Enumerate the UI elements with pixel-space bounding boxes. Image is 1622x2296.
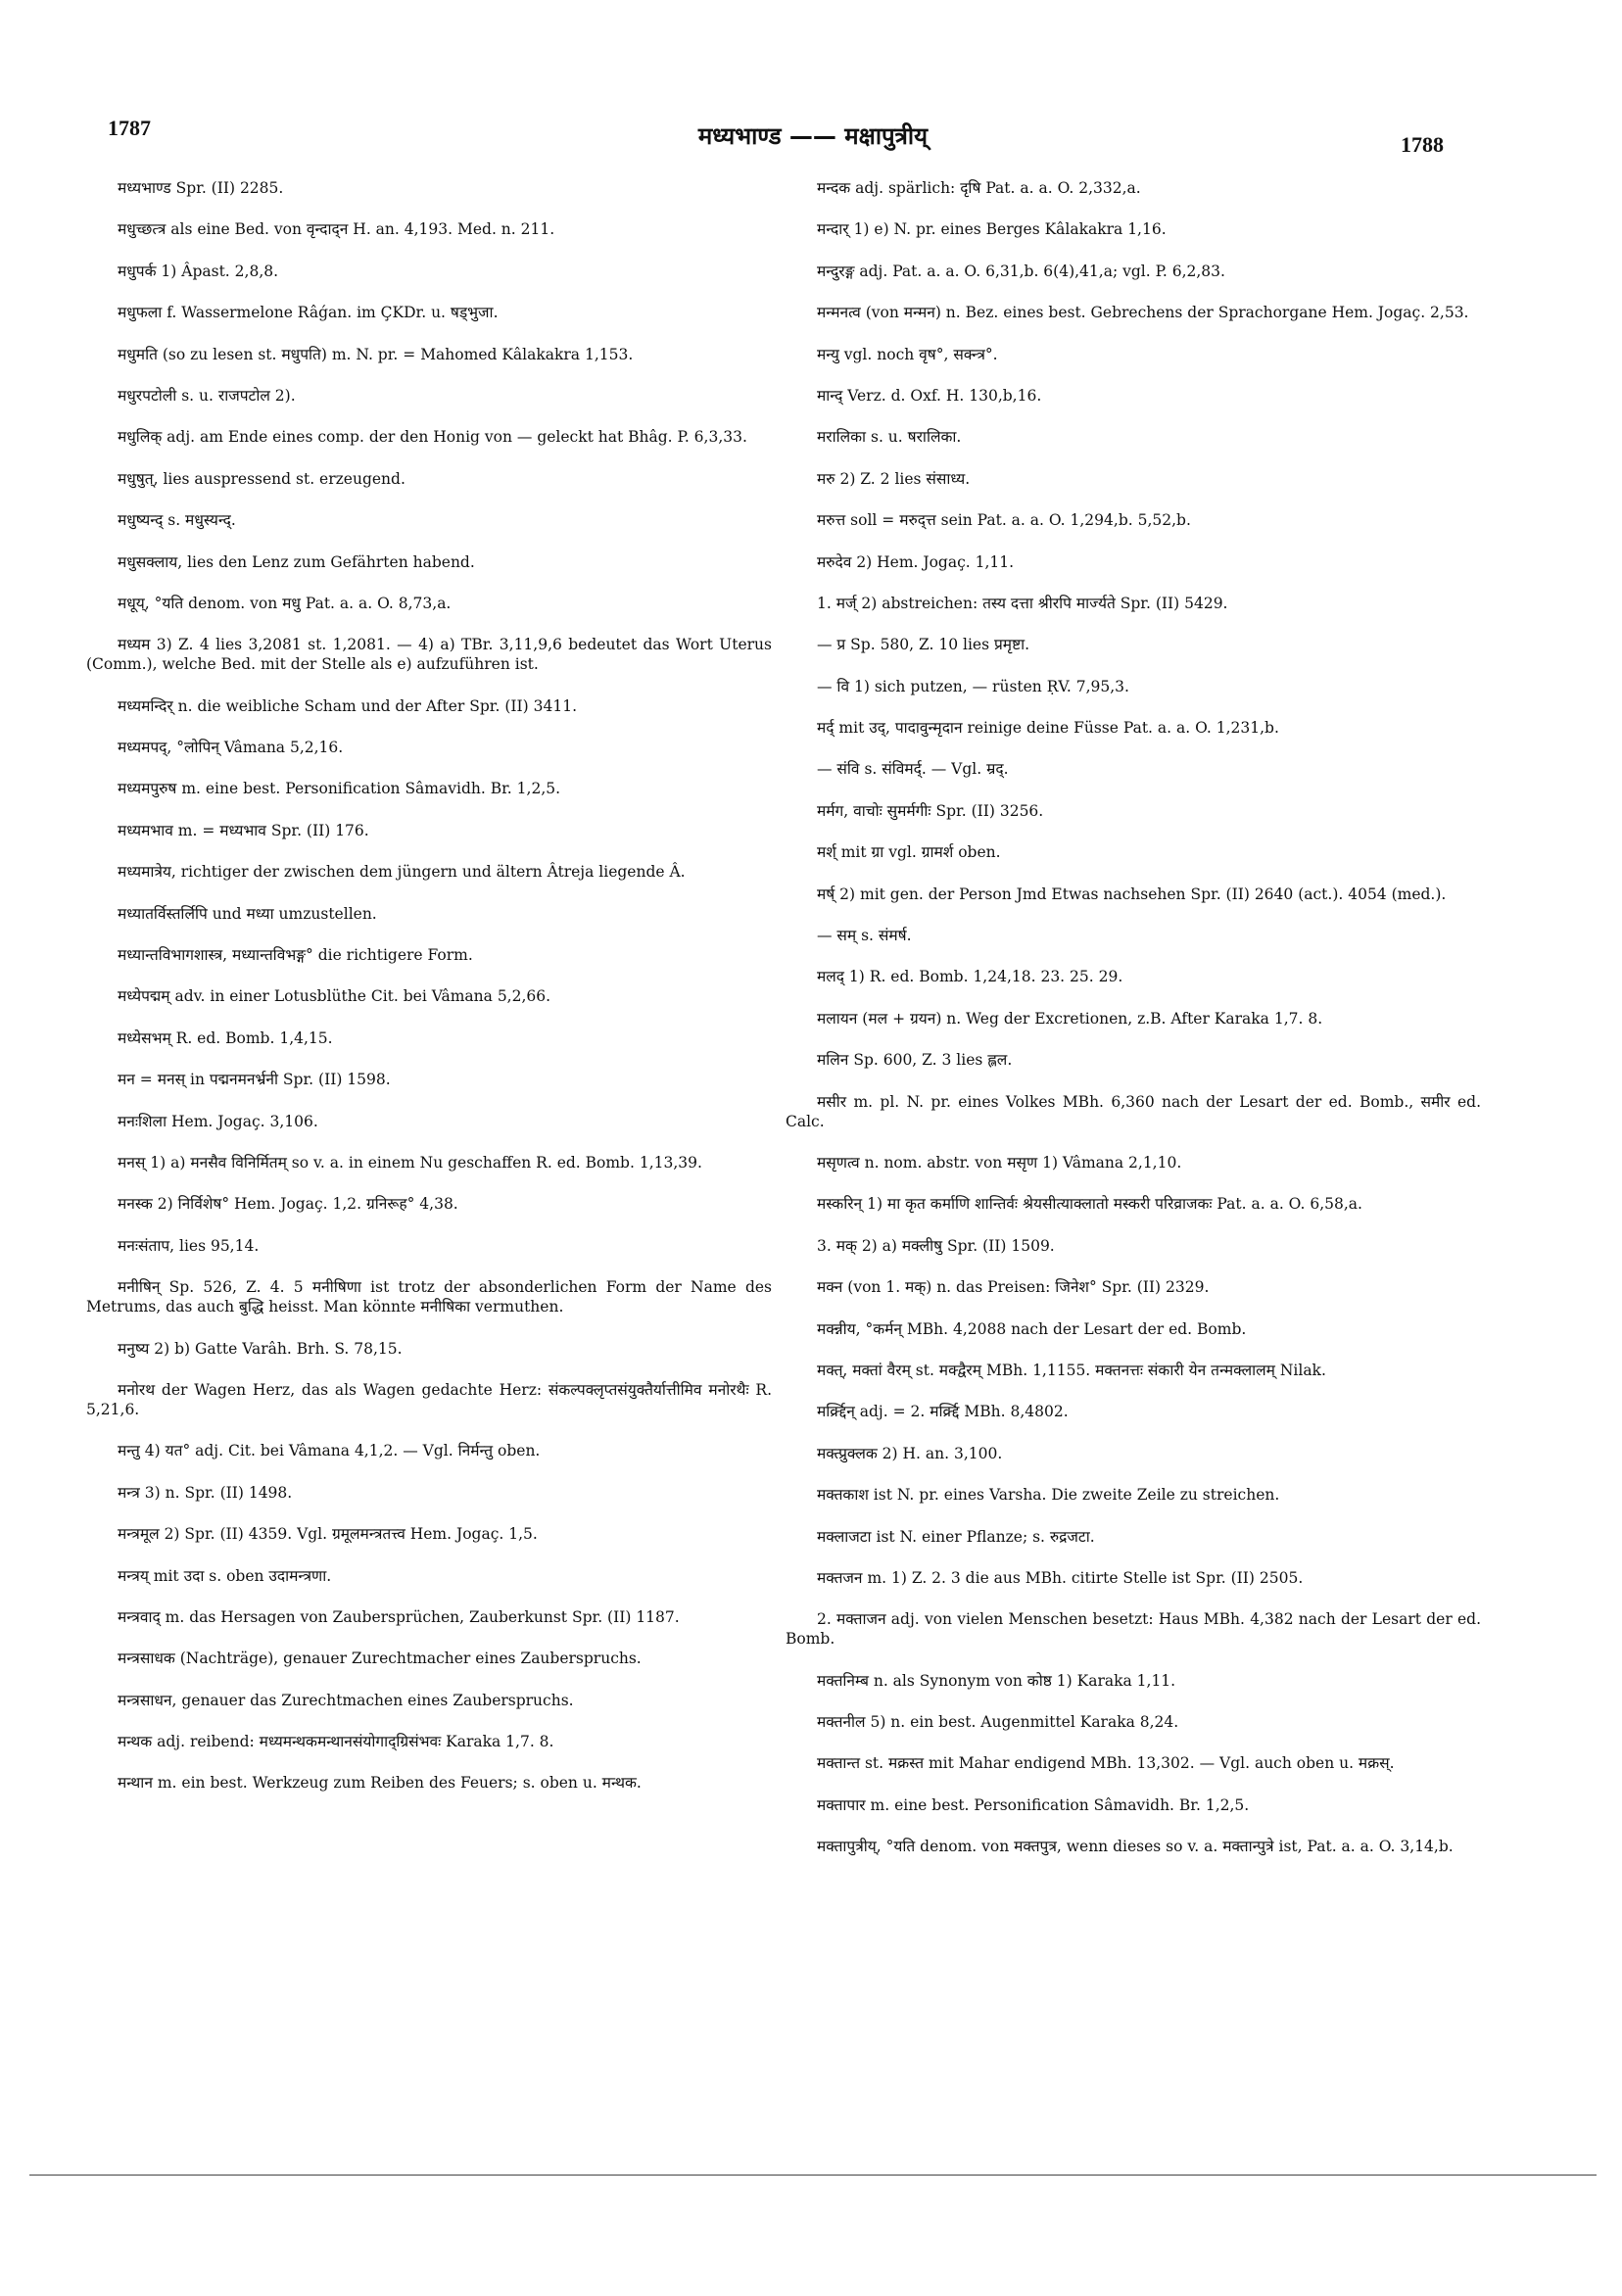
dictionary-entry: मरालिका s. u. षरालिका. bbox=[817, 428, 962, 447]
dictionary-entry: मध्यम 3) Z. 4 lies 3,2081 st. 1,2081. — 4) a) TBr. 3,11,9,6 bedeutet das Wort Uterus (Comm.), welche Bed. mit der Stelle als e) aufzuführen ist. bbox=[86, 636, 772, 674]
dictionary-entry: मलद् 1) R. ed. Bomb. 1,24,18. 23. 25. 29. bbox=[817, 968, 1123, 986]
dictionary-entry: मर्ष् 2) mit gen. der Person Jmd Etwas nachsehen Spr. (II) 2640 (act.). 4054 (med.). bbox=[817, 885, 1447, 903]
dictionary-entry: मन्दक adj. spärlich: दृषि Pat. a. a. O. 2,332,a. bbox=[817, 179, 1141, 197]
dictionary-entry: मन्त्रसाधन, genauer das Zurechtmachen eines Zauberspruchs. bbox=[118, 1691, 574, 1709]
dictionary-entry: मनस्क 2) निर्विशेष° Hem. Jogaç. 1,2. ग्रनिरूह° 4,38. bbox=[118, 1195, 458, 1214]
dictionary-entry: मक्लाजटा ist N. einer Pflanze; s. रुद्रजटा. bbox=[817, 1527, 1095, 1546]
dictionary-entry: — प्र Sp. 580, Z. 10 lies प्रमृष्टा. bbox=[817, 636, 1030, 654]
dictionary-entry: मध्यमपद्, °लोपिन् Vâmana 5,2,16. bbox=[118, 739, 344, 757]
dictionary-entry: मन्यु vgl. noch वृष°, सक्न्त्र°. bbox=[817, 345, 998, 363]
dictionary-entry: मक्त्प्रुक्लक 2) H. an. 3,100. bbox=[817, 1444, 1003, 1462]
dictionary-entry: मर्श् mit ग्रा vgl. ग्रामर्श oben. bbox=[817, 843, 1001, 862]
dictionary-entry: मध्यमन्दिर् n. die weibliche Scham und der After Spr. (II) 3411. bbox=[118, 696, 578, 715]
dictionary-entry: मन्तु 4) यत° adj. Cit. bei Vâmana 4,1,2. — Vgl. निर्मन्तु oben. bbox=[118, 1442, 541, 1460]
dictionary-entry: मर्मग, वाचोः सुमर्मगीः Spr. (II) 3256. bbox=[817, 801, 1044, 820]
dictionary-entry: मन्दुरङ्ग adj. Pat. a. a. O. 6,31,b. 6(4),41,a; vgl. P. 6,2,83. bbox=[817, 262, 1225, 280]
dictionary-entry: मधुषुत्, lies auspressend st. erzeugend. bbox=[118, 469, 406, 488]
dictionary-entry: मन = मनस् in पद्मनमनर्भ्रनी Spr. (II) 1598. bbox=[118, 1071, 391, 1089]
dictionary-entry: मध्यमपुरुष m. eine best. Personification Sâmavidh. Br. 1,2,5. bbox=[118, 780, 561, 798]
dictionary-entry: मलिन Sp. 600, Z. 3 lies ह्लल. bbox=[817, 1051, 1013, 1070]
page-number-right: 1788 bbox=[1401, 132, 1444, 157]
dictionary-entry: मधुसक्लाय, lies den Lenz zum Gefährten habend. bbox=[118, 552, 475, 571]
dictionary-entry: 2. मक्ताजन adj. von vielen Menschen besetzt: Haus MBh. 4,382 nach der Lesart der ed. Bomb. bbox=[786, 1610, 1481, 1649]
dictionary-entry: मधुफला f. Wassermelone Râǵan. im ÇKDr. u. षड्भुजा. bbox=[118, 304, 499, 322]
page-number-left: 1787 bbox=[108, 116, 151, 140]
dictionary-entry: मक्तापार m. eine best. Personification Sâmavidh. Br. 1,2,5. bbox=[817, 1795, 1250, 1814]
dictionary-entry: — संवि s. संविमर्द्. — Vgl. म्रद्. bbox=[817, 760, 1009, 779]
dictionary-entry: मसीर m. pl. N. pr. eines Volkes MBh. 6,360 nach der Lesart der ed. Bomb., समीर ed. Calc. bbox=[786, 1092, 1481, 1130]
dictionary-entry: मधुलिक् adj. am Ende eines comp. der den Honig von — geleckt hat Bhâg. P. 6,3,33. bbox=[118, 428, 747, 447]
dictionary-entry: मक्तजन m. 1) Z. 2. 3 die aus MBh. citirte Stelle ist Spr. (II) 2505. bbox=[817, 1568, 1304, 1587]
dictionary-entry: मध्येपद्मम् adv. in einer Lotusblüthe Cit. bei Vâmana 5,2,66. bbox=[118, 987, 551, 1006]
dictionary-entry: मध्यमात्रेय, richtiger der zwischen dem jüngern und ältern Âtreja liegende Â. bbox=[118, 863, 686, 882]
dictionary-entry: मध्यान्तविभागशास्त्र, मध्यान्तविभङ्ग° die richtigere Form. bbox=[118, 946, 473, 965]
dictionary-entry: 1. मर्ज् 2) abstreichen: तस्य दत्ता श्रीरपि मार्ज्यते Spr. (II) 5429. bbox=[817, 594, 1228, 612]
dictionary-entry: मनःसंताप, lies 95,14. bbox=[118, 1236, 260, 1255]
dictionary-entry: मर्द् mit उद्, पादावुन्मृदान reinige deine Füsse Pat. a. a. O. 1,231,b. bbox=[817, 719, 1279, 738]
dictionary-entry: मन्त्रसाधक (Nachträge), genauer Zurechtmacher eines Zauberspruchs. bbox=[118, 1650, 642, 1668]
dictionary-entry: मध्येसभम् R. ed. Bomb. 1,4,15. bbox=[118, 1028, 333, 1047]
dictionary-entry: मन्मनत्व (von मन्मन) n. Bez. eines best. Gebrechens der Sprachorgane Hem. Jogaç. 2,53. bbox=[817, 304, 1469, 322]
dictionary-entry: मन्दार् 1) e) N. pr. eines Berges Kâlakakra 1,16. bbox=[817, 220, 1167, 239]
left-column bbox=[86, 178, 772, 1793]
dictionary-entry: मन्थान m. ein best. Werkzeug zum Reiben des Feuers; s. oben u. मन्थक. bbox=[118, 1774, 642, 1793]
dictionary-entry: मनःशिला Hem. Jogaç. 3,106. bbox=[118, 1112, 318, 1130]
dictionary-entry: मध्यातर्विस्तर्लिपि und मध्या umzustellen. bbox=[118, 904, 377, 923]
running-head: मध्यभाण्ड —— मक्षापुत्रीय् bbox=[697, 122, 929, 150]
dictionary-entry: मधूय्, °यति denom. von मधु Pat. a. a. O. 8,73,a. bbox=[118, 594, 452, 612]
dictionary-entry: मसृणत्व n. nom. abstr. von मसृण 1) Vâmana 2,1,10. bbox=[817, 1153, 1182, 1172]
dictionary-entry: मन्त्र 3) n. Spr. (II) 1498. bbox=[118, 1483, 293, 1502]
dictionary-entry: मरुत्त soll = मरुद्त्त sein Pat. a. a. O. 1,294,b. 5,52,b. bbox=[817, 511, 1191, 530]
dictionary-entry: मनोरथ der Wagen Herz, das als Wagen gedachte Herz: संकल्पक्लृप्तसंयुक्तैर्यात्तीमिव मनोरथैः R. 5,21,6. bbox=[86, 1380, 772, 1418]
dictionary-entry: मनीषिन् Sp. 526, Z. 4. 5 मनीषिणा ist trotz der absonderlichen Form der Name des Metrums, das auch बुद्धि heisst. Man könnte मनीषिका vermuthen. bbox=[86, 1278, 772, 1316]
dictionary-entry: मक्तनिम्ब n. als Synonym von कोष्ठ 1) Karaka 1,11. bbox=[817, 1671, 1176, 1690]
dictionary-entry: मस्करिन् 1) मा कृत कर्माणि शान्तिर्वः श्रेयसीत्याक्लातो मस्करी परिव्राजकः Pat. a. a. O. 6,58,a. bbox=[817, 1195, 1362, 1214]
page-header bbox=[0, 0, 1622, 196]
dictionary-entry: मधुच्छत्त्र als eine Bed. von वृन्दाद्न H. an. 4,193. Med. n. 211. bbox=[118, 220, 555, 239]
dictionary-entry: मन्त्रमूल 2) Spr. (II) 4359. Vgl. ग्रमूलमन्त्रतत्त्व Hem. Jogaç. 1,5. bbox=[118, 1525, 538, 1544]
dictionary-entry: मधुपर्क 1) Âpast. 2,8,8. bbox=[118, 262, 279, 280]
dictionary-entry: 3. मक् 2) a) मक्लीषु Spr. (II) 1509. bbox=[817, 1236, 1055, 1255]
dictionary-entry: मन्त्रवाद् m. das Hersagen von Zaubersprüchen, Zauberkunst Spr. (II) 1187. bbox=[118, 1607, 680, 1626]
right-column bbox=[786, 178, 1481, 1856]
dictionary-entry: मरुदेव 2) Hem. Jogaç. 1,11. bbox=[817, 552, 1015, 571]
dictionary-entry: मन्त्रय् mit उदा s. oben उदामन्त्रणा. bbox=[118, 1566, 332, 1585]
dictionary-entry: मक्तकाश ist N. pr. eines Varsha. Die zweite Zeile zu streichen. bbox=[817, 1486, 1280, 1505]
dictionary-entry: मध्यभाण्ड Spr. (II) 2285. bbox=[118, 179, 284, 197]
dictionary-entry: मधुष्यन्द् s. मधुस्यन्द्. bbox=[118, 511, 236, 530]
dictionary-entry: मन्थक adj. reibend: मध्यमन्थकमन्थानसंयोगाद्ग्रिसंभवः Karaka 1,7. 8. bbox=[118, 1733, 554, 1751]
dictionary-entry: मनुष्य 2) b) Gatte Varâh. Brh. S. 78,15. bbox=[118, 1339, 403, 1358]
dictionary-entry: मधुमति (so zu lesen st. मधुपति) m. N. pr. = Mahomed Kâlakakra 1,153. bbox=[118, 345, 634, 363]
dictionary-entry: मरु 2) Z. 2 lies संसाध्य. bbox=[817, 469, 971, 488]
dictionary-entry: मक्तापुत्रीय्, °यति denom. von मक्तपुत्र, wenn dieses so v. a. मक्तान्पुत्रे ist, Pat. a. a. O. 3,14,b. bbox=[817, 1838, 1454, 1856]
dictionary-entry: — सम् s. संमर्ष. bbox=[817, 927, 912, 945]
dictionary-entry: मलायन (मल + ग्रयन) n. Weg der Excretionen, z.B. After Karaka 1,7. 8. bbox=[817, 1009, 1323, 1028]
dictionary-entry: मक्तान्त st. मक्रस्त mit Mahar endigend MBh. 13,302. — Vgl. auch oben u. मक्रस्. bbox=[817, 1754, 1395, 1773]
dictionary-entry: मान्द् Verz. d. Oxf. H. 130,b,16. bbox=[817, 386, 1042, 405]
dictionary-entry: मधुरपटोली s. u. राजपटोल 2). bbox=[118, 386, 296, 405]
dictionary-entry: मक्न (von 1. मक्) n. das Preisen: जिनेश° Spr. (II) 2329. bbox=[817, 1278, 1210, 1297]
dictionary-entry: मक्त्, मक्तां वैरम् st. मक्द्वैरम् MBh. 1,1155. मक्तनत्तः संकारी येन तन्मक्लालम् Nilak. bbox=[817, 1361, 1326, 1379]
dictionary-entry: मध्यमभाव m. = मध्यभाव Spr. (II) 176. bbox=[118, 821, 369, 839]
dictionary-entry: मर्क्र्द्दिन् adj. = 2. मर्क्र्द्दि MBh. 8,4802. bbox=[817, 1403, 1069, 1421]
bottom-rule bbox=[29, 2175, 1597, 2176]
dictionary-entry: — वि 1) sich putzen, — rüsten ṚV. 7,95,3. bbox=[817, 677, 1129, 695]
dictionary-entry: मक्तनील 5) n. ein best. Augenmittel Karaka 8,24. bbox=[817, 1713, 1179, 1732]
dictionary-entry: मनस् 1) a) मनसैव विनिर्मितम् so v. a. in einem Nu geschaffen R. ed. Bomb. 1,13,39. bbox=[118, 1153, 702, 1172]
dictionary-entry: मक्न्नीय, °कर्मन् MBh. 4,2088 nach der Lesart der ed. Bomb. bbox=[817, 1319, 1247, 1338]
